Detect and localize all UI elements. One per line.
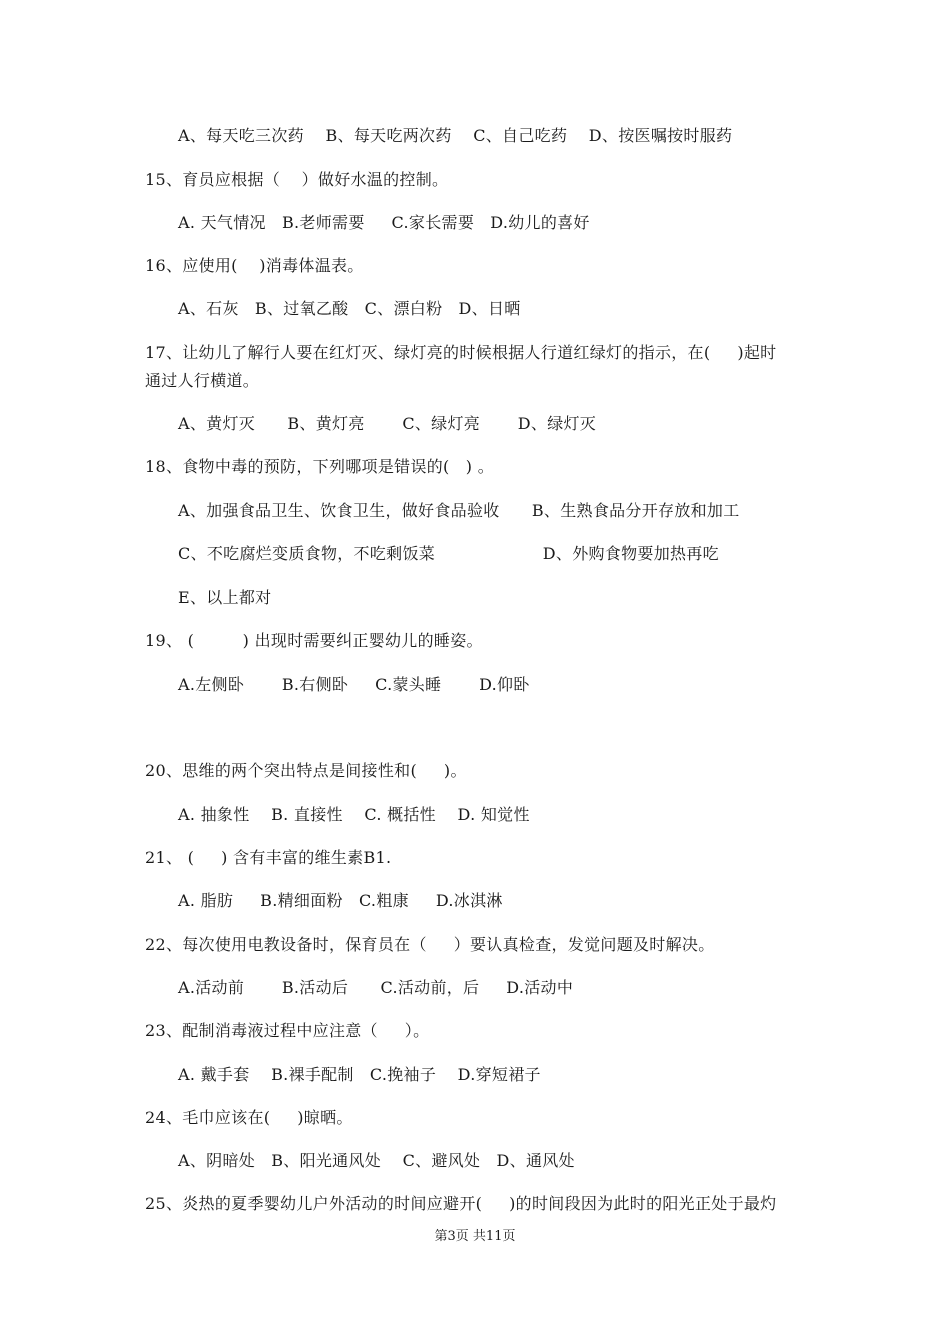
q22-stem: 22、每次使用电教设备时，保育员在（ ）要认真检查，发觉问题及时解决。 (145, 935, 715, 954)
q21-options: A. 脂肪 B.精细面粉 C.粗康 D.冰淇淋 (178, 891, 503, 910)
q19-options: A.左侧卧 B.右侧卧 C.蒙头睡 D.仰卧 (178, 675, 530, 694)
q18-options-cd: C、不吃腐烂变质食物，不吃剩饭菜 D、外购食物要加热再吃 (178, 544, 719, 563)
q18-options-ab: A、加强食品卫生、饮食卫生，做好食品验收 B、生熟食品分开存放和加工 (178, 501, 740, 520)
q17-stem-line2: 通过人行横道。 (145, 371, 260, 390)
q18-option-e: E、以上都对 (178, 588, 272, 607)
q20-stem: 20、思维的两个突出特点是间接性和( )。 (145, 761, 467, 780)
q25-stem: 25、炎热的夏季婴幼儿户外活动的时间应避开( )的时间段因为此时的阳光正处于最灼 (145, 1194, 777, 1213)
q23-stem: 23、配制消毒液过程中应注意（ ）。 (145, 1021, 430, 1040)
q14-options: A、每天吃三次药 B、每天吃两次药 C、自己吃药 D、按医嘱按时服药 (178, 126, 733, 145)
q23-options: A. 戴手套 B.裸手配制 C.挽袖子 D.穿短裙子 (178, 1065, 541, 1084)
q19-stem: 19、 ( ) 出现时需要纠正婴幼儿的睡姿。 (145, 631, 483, 650)
q24-options: A、阴暗处 B、阳光通风处 C、避风处 D、通风处 (178, 1151, 575, 1170)
q15-stem: 15、育员应根据（ ）做好水温的控制。 (145, 170, 449, 189)
q17-stem-line1: 17、让幼儿了解行人要在红灯灭、绿灯亮的时候根据人行道红绿灯的指示，在( )起时 (145, 343, 777, 362)
q22-options: A.活动前 B.活动后 C.活动前，后 D.活动中 (178, 978, 574, 997)
q18-stem: 18、食物中毒的预防，下列哪项是错误的( ) 。 (145, 457, 494, 476)
page-footer: 第3页 共11页 (434, 1229, 516, 1244)
q15-options: A. 天气情况 B.老师需要 C.家长需要 D.幼儿的喜好 (178, 213, 590, 232)
q21-stem: 21、 ( ) 含有丰富的维生素B1. (145, 848, 392, 867)
q24-stem: 24、毛巾应该在( )晾晒。 (145, 1108, 353, 1127)
q16-options: A、石灰 B、过氧乙酸 C、漂白粉 D、日晒 (178, 299, 521, 318)
q20-options: A. 抽象性 B. 直接性 C. 概括性 D. 知觉性 (178, 805, 530, 824)
q16-stem: 16、应使用( )消毒体温表。 (145, 256, 364, 275)
q17-options: A、黄灯灭 B、黄灯亮 C、绿灯亮 D、绿灯灭 (178, 414, 597, 433)
